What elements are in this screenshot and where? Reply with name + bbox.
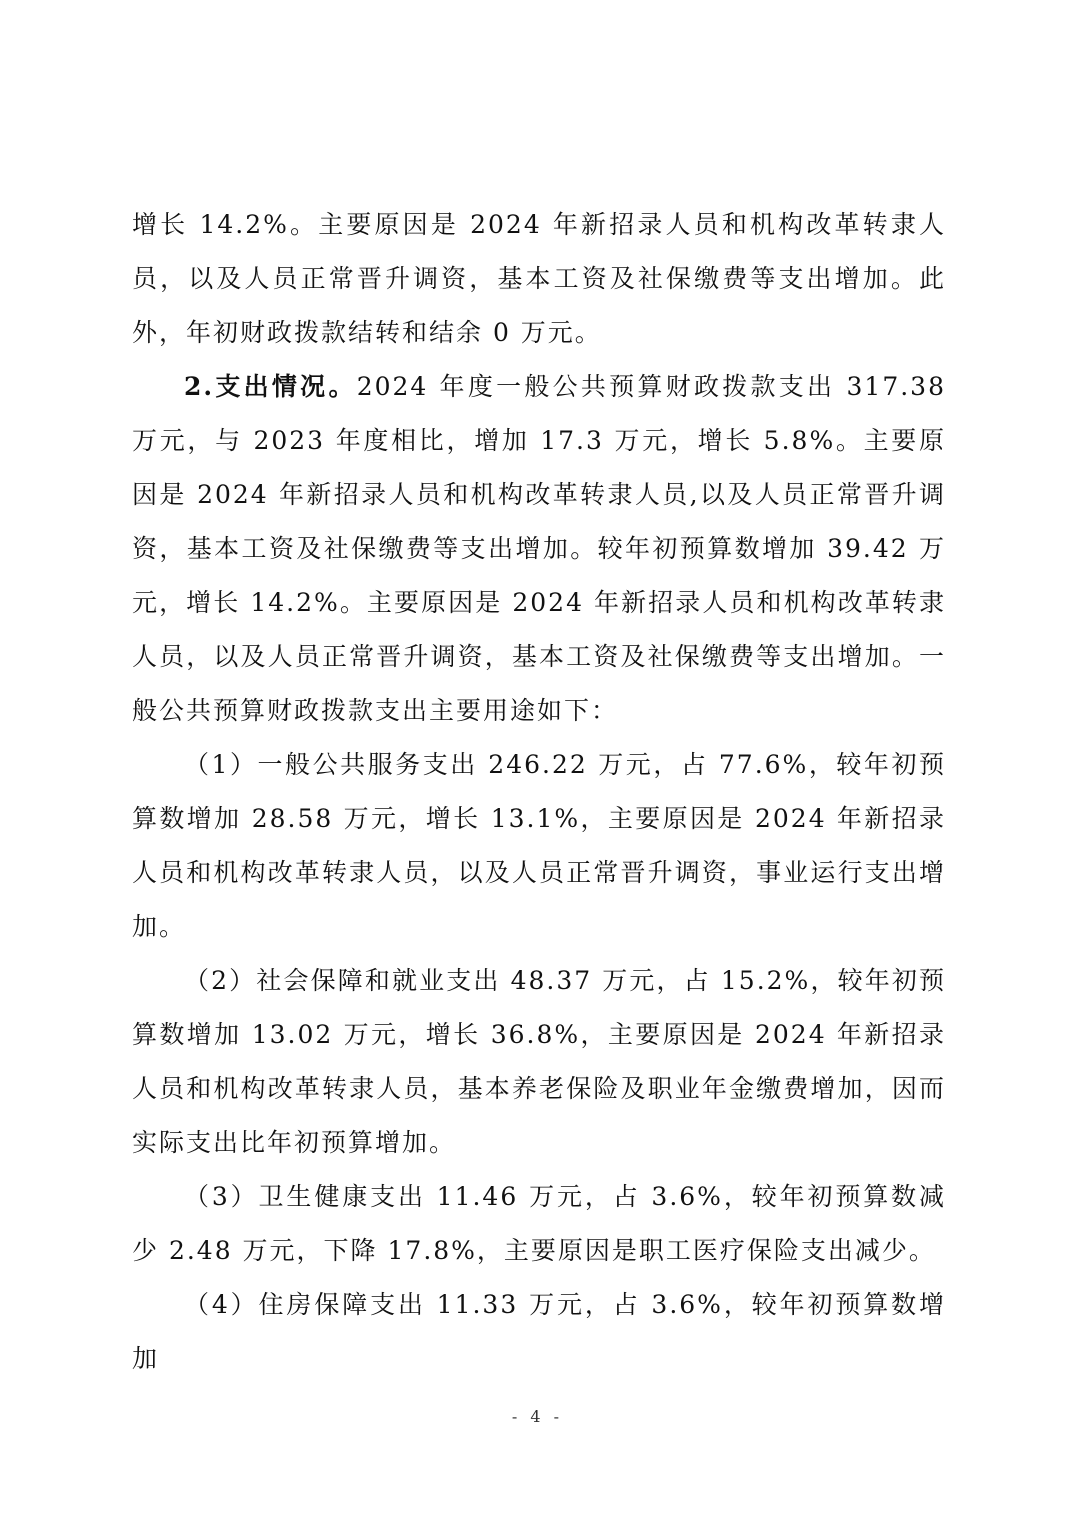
page-number: - 4 - xyxy=(511,1407,564,1426)
document-body xyxy=(132,198,946,1386)
paragraph-expenditure-overview xyxy=(132,360,946,738)
paragraph-item-1 xyxy=(132,738,946,954)
paragraph-item-2 xyxy=(132,954,946,1170)
paragraph-text: 增长 14.2%。主要原因是 2024 年新招录人员和机构改革转隶人员，以及人员正常晋升调资，基本工资及社保缴费等支出增加。此外，年初财政拨款结转和结余 0 万元。 xyxy=(132,210,946,347)
paragraph-text: （2）社会保障和就业支出 48.37 万元，占 15.2%，较年初预算数增加 13.02 万元，增长 36.8%，主要原因是 2024 年新招录人员和机构改革转隶人员，基本养老保险及职业年金缴费增加，因而实际支出比年初预算增加。 xyxy=(132,966,946,1157)
paragraph-text: 2024 年度一般公共预算财政拨款支出 317.38 万元，与 2023 年度相比，增加 17.3 万元，增长 5.8%。主要原因是 2024 年新招录人员和机构改革转隶人员,以及人员正常晋升调资，基本工资及社保缴费等支出增加。较年初预算数增加 39.42 万元，增长 14.2%。主要原因是 2024 年新招录人员和机构改革转隶人员，以及人员正常晋升调资，基本工资及社保缴费等支出增加。一般公共预算财政拨款支出主要用途如下： xyxy=(132,372,946,725)
paragraph-item-3 xyxy=(132,1170,946,1278)
paragraph-text: （4）住房保障支出 11.33 万元，占 3.6%，较年初预算数增加 xyxy=(132,1290,946,1373)
paragraph-income-continuation xyxy=(132,198,946,360)
paragraph-text: （3）卫生健康支出 11.46 万元，占 3.6%，较年初预算数减少 2.48 万元，下降 17.8%，主要原因是职工医疗保险支出减少。 xyxy=(132,1182,946,1265)
paragraph-item-4 xyxy=(132,1278,946,1386)
section-heading: 2.支出情况。 xyxy=(184,372,357,401)
paragraph-text: （1）一般公共服务支出 246.22 万元，占 77.6%，较年初预算数增加 28.58 万元，增长 13.1%，主要原因是 2024 年新招录人员和机构改革转隶人员，以及人员正常晋升调资，事业运行支出增加。 xyxy=(132,750,946,941)
